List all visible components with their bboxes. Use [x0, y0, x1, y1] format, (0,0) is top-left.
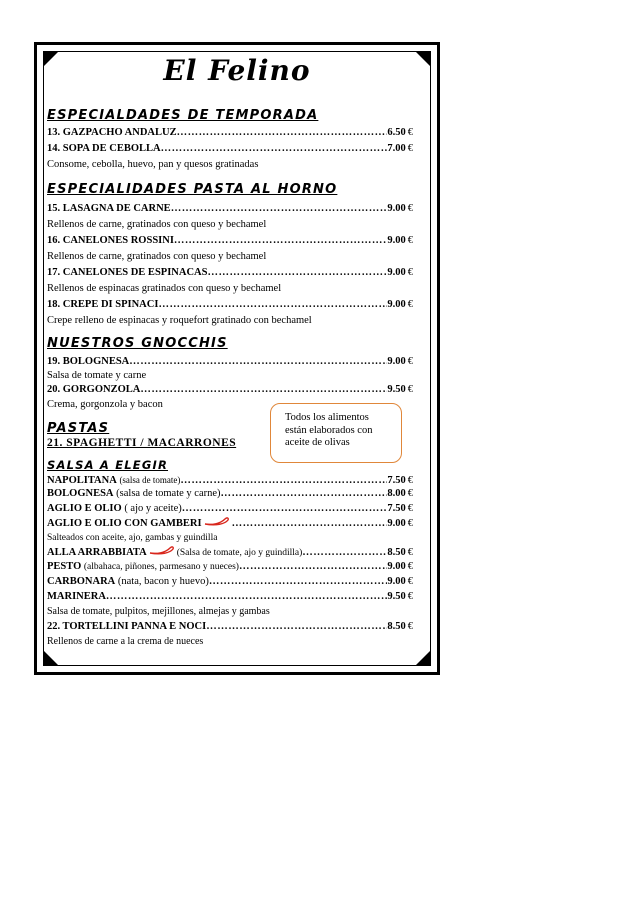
menu-item [47, 560, 413, 574]
currency: € [407, 621, 413, 632]
item-name: AGLIO E OLIO [47, 503, 122, 514]
item-price: 7.50 [387, 503, 406, 514]
item-price: 9.00 [387, 235, 406, 246]
item-price: 7.00 [387, 143, 406, 154]
section-heading: PASTAS [47, 421, 110, 436]
menu-item [47, 545, 413, 560]
currency: € [407, 591, 413, 602]
item-description: Rellenos de carne, gratinados con queso y bechamel [47, 251, 267, 262]
currency: € [407, 561, 413, 572]
item-price: 9.50 [387, 591, 406, 602]
item-price: 9.00 [387, 561, 406, 572]
menu-item [47, 383, 413, 397]
menu-item [47, 202, 413, 216]
item-subtitle: (salsa de tomate y carne) [116, 488, 221, 499]
item-description: Salteados con aceite, ajo, gambas y guindilla [47, 533, 218, 543]
menu-item [47, 126, 413, 140]
item-name: PESTO [47, 561, 82, 572]
item-price: 8.50 [387, 547, 406, 558]
menu-item [47, 620, 413, 634]
currency: € [407, 503, 413, 514]
note-line: aceite de olivas [285, 437, 350, 448]
item-price: 6.50 [387, 127, 406, 138]
menu-item [47, 355, 413, 369]
item-name: 13. GAZPACHO ANDALUZ [47, 127, 177, 138]
currency: € [407, 235, 413, 246]
olive-oil-note [270, 403, 402, 463]
item-subtitle: (albahaca, piñones, parmesano y nueces) [83, 562, 239, 572]
item-price: 9.50 [387, 384, 406, 395]
item-name: 15. LASAGNA DE CARNE [47, 203, 171, 214]
section-heading: ESPECIALDADES DE TEMPORADA [47, 108, 319, 123]
currency: € [407, 203, 413, 214]
item-description: Crema, gorgonzola y bacon [47, 399, 163, 410]
item-subtitle: (Salsa de tomate, ajo y guindilla) [176, 548, 303, 558]
menu-item [47, 234, 413, 248]
menu-item [47, 502, 413, 516]
item-name: ALLA ARRABBIATA [47, 547, 147, 558]
menu-item [47, 266, 413, 280]
item-price: 9.00 [387, 299, 406, 310]
item-price: 9.00 [387, 518, 406, 529]
item-description: Rellenos de carne a la crema de nueces [47, 636, 204, 647]
item-name: MARINERA [47, 591, 106, 602]
menu-item [47, 473, 413, 488]
item-description: Rellenos de espinacas gratinados con queso y bechamel [47, 283, 282, 294]
currency: € [407, 143, 413, 154]
note-line: Todos los alimentos [285, 412, 369, 423]
currency: € [407, 488, 413, 499]
menu-item [47, 516, 413, 531]
menu-item [47, 590, 413, 604]
item-price: 9.00 [387, 576, 406, 587]
item-name: 19. BOLOGNESA [47, 356, 130, 367]
menu-item [47, 142, 413, 156]
item-description: Crepe relleno de espinacas y roquefort gratinado con bechamel [47, 315, 312, 326]
currency: € [407, 356, 413, 367]
item-name: BOLOGNESA [47, 488, 114, 499]
currency: € [407, 518, 413, 529]
currency: € [407, 547, 413, 558]
item-subtitle: (salsa de tomate) [119, 475, 181, 485]
menu-item [47, 298, 413, 312]
item-name: 14. SOPA DE CEBOLLA [47, 143, 161, 154]
item-description: Rellenos de carne, gratinados con queso y bechamel [47, 219, 267, 230]
item-name: NAPOLITANA [47, 475, 117, 486]
item-name: 17. CANELONES DE ESPINACAS [47, 267, 208, 278]
currency: € [407, 475, 413, 486]
item-name: 18. CREPE DI SPINACI [47, 299, 159, 310]
menu-item [47, 487, 413, 501]
currency: € [407, 576, 413, 587]
item-description: Salsa de tomate y carne [47, 370, 147, 381]
currency: € [407, 299, 413, 310]
item-name: AGLIO E OLIO CON GAMBERI [47, 518, 202, 529]
item-name: 16. CANELONES ROSSINI [47, 235, 174, 246]
item-name: CARBONARA [47, 576, 116, 587]
chili-icon [204, 516, 230, 526]
item-description: Salsa de tomate, pulpitos, mejillones, almejas y gambas [47, 606, 270, 617]
corner-ornament [415, 650, 431, 666]
item-price: 8.50 [387, 621, 406, 632]
item-price: 8.00 [387, 488, 406, 499]
item-subtitle: (nata, bacon y huevo) [117, 576, 209, 587]
item-price: 9.00 [387, 203, 406, 214]
item-name: 20. GORGONZOLA [47, 384, 141, 395]
item-price: 9.00 [387, 356, 406, 367]
currency: € [407, 384, 413, 395]
menu-item [47, 575, 413, 589]
item-price: 7.50 [387, 475, 406, 486]
item-description: Consome, cebolla, huevo, pan y quesos gratinadas [47, 159, 259, 170]
item-price: 9.00 [387, 267, 406, 278]
section-heading: NUESTROS GNOCCHIS [47, 336, 228, 351]
item-subtitle: ( ajo y aceite) [124, 503, 182, 514]
subsection-heading: 21. SPAGHETTI / MACARRONES [47, 437, 237, 449]
chili-icon [149, 545, 175, 555]
restaurant-title: El Felino [163, 54, 311, 87]
section-heading: ESPECIALIDADES PASTA AL HORNO [47, 182, 338, 197]
note-line: están elaborados con [285, 424, 373, 436]
corner-ornament [43, 650, 59, 666]
currency: € [407, 267, 413, 278]
item-name: 22. TORTELLINI PANNA E NOCI [47, 621, 207, 632]
subsection-heading: SALSA A ELEGIR [47, 458, 169, 472]
currency: € [407, 127, 413, 138]
